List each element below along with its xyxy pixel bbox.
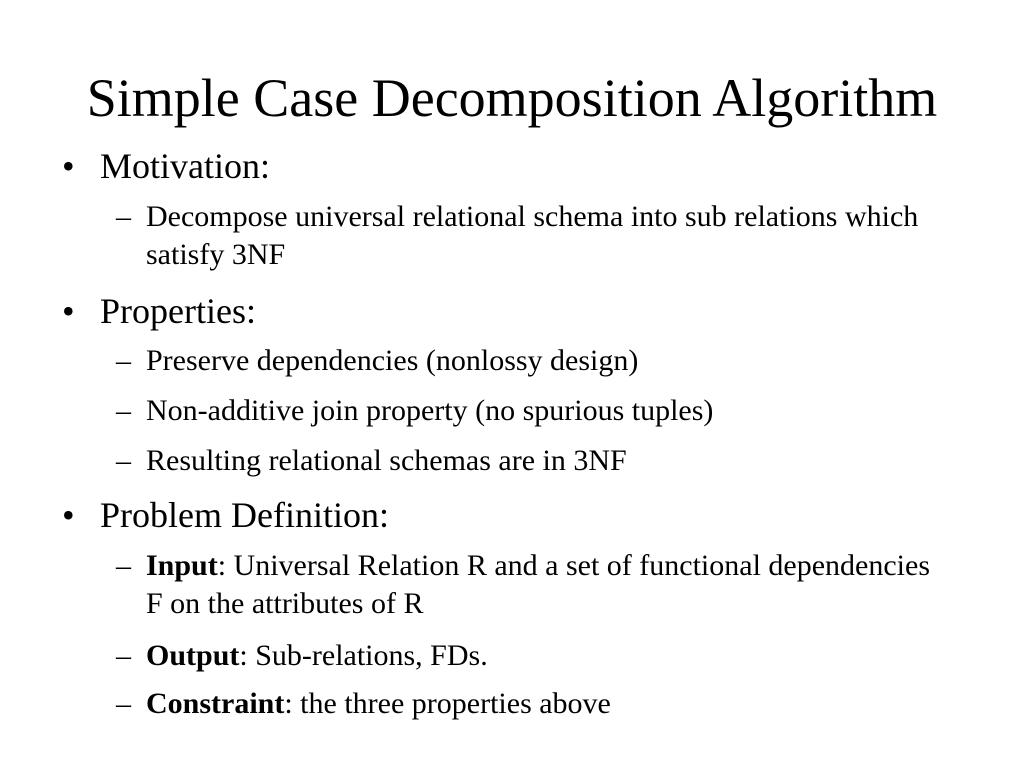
dash-icon: – [116, 200, 131, 233]
slide-title: Simple Case Decomposition Algorithm [86, 68, 938, 128]
dash-icon: – [116, 549, 131, 582]
constraint-label: Constraint [146, 687, 285, 720]
sub-bullet-output [116, 637, 946, 675]
sub-bullet-text: Decompose universal relational schema into sub relations which satisfy 3NF [146, 200, 919, 271]
bullet-heading: Motivation: [100, 146, 270, 186]
bullet-heading: Properties: [100, 291, 256, 331]
dash-icon: – [116, 344, 131, 377]
bullet-heading: Problem Definition: [100, 495, 389, 535]
sub-bullet [116, 342, 946, 380]
sub-bullet [116, 442, 946, 480]
sub-bullet-text: : the three properties above [284, 687, 611, 720]
sub-bullet-text: : Sub-relations, FDs. [239, 639, 488, 672]
sub-bullet-text: Preserve dependencies (nonlossy design) [146, 344, 639, 377]
bullet-icon: • [62, 291, 75, 331]
sub-bullet [116, 392, 946, 430]
dash-icon: – [116, 394, 131, 427]
sub-bullet-text: Non-additive join property (no spurious tuples) [146, 394, 714, 427]
sub-bullet [116, 198, 946, 274]
sub-bullet-constraint [116, 685, 946, 723]
sub-bullet-input [116, 547, 946, 623]
dash-icon: – [116, 639, 131, 672]
bullet-icon: • [62, 146, 75, 186]
bullet-problem-definition [62, 494, 389, 536]
dash-icon: – [116, 444, 131, 477]
input-label: Input [146, 549, 218, 582]
dash-icon: – [116, 687, 131, 720]
bullet-properties [62, 290, 256, 332]
output-label: Output [146, 639, 240, 672]
bullet-motivation [62, 145, 270, 187]
bullet-icon: • [62, 495, 75, 535]
sub-bullet-text: : Universal Relation R and a set of functional dependencies F on the attributes of R [146, 549, 930, 620]
sub-bullet-text: Resulting relational schemas are in 3NF [146, 444, 627, 477]
